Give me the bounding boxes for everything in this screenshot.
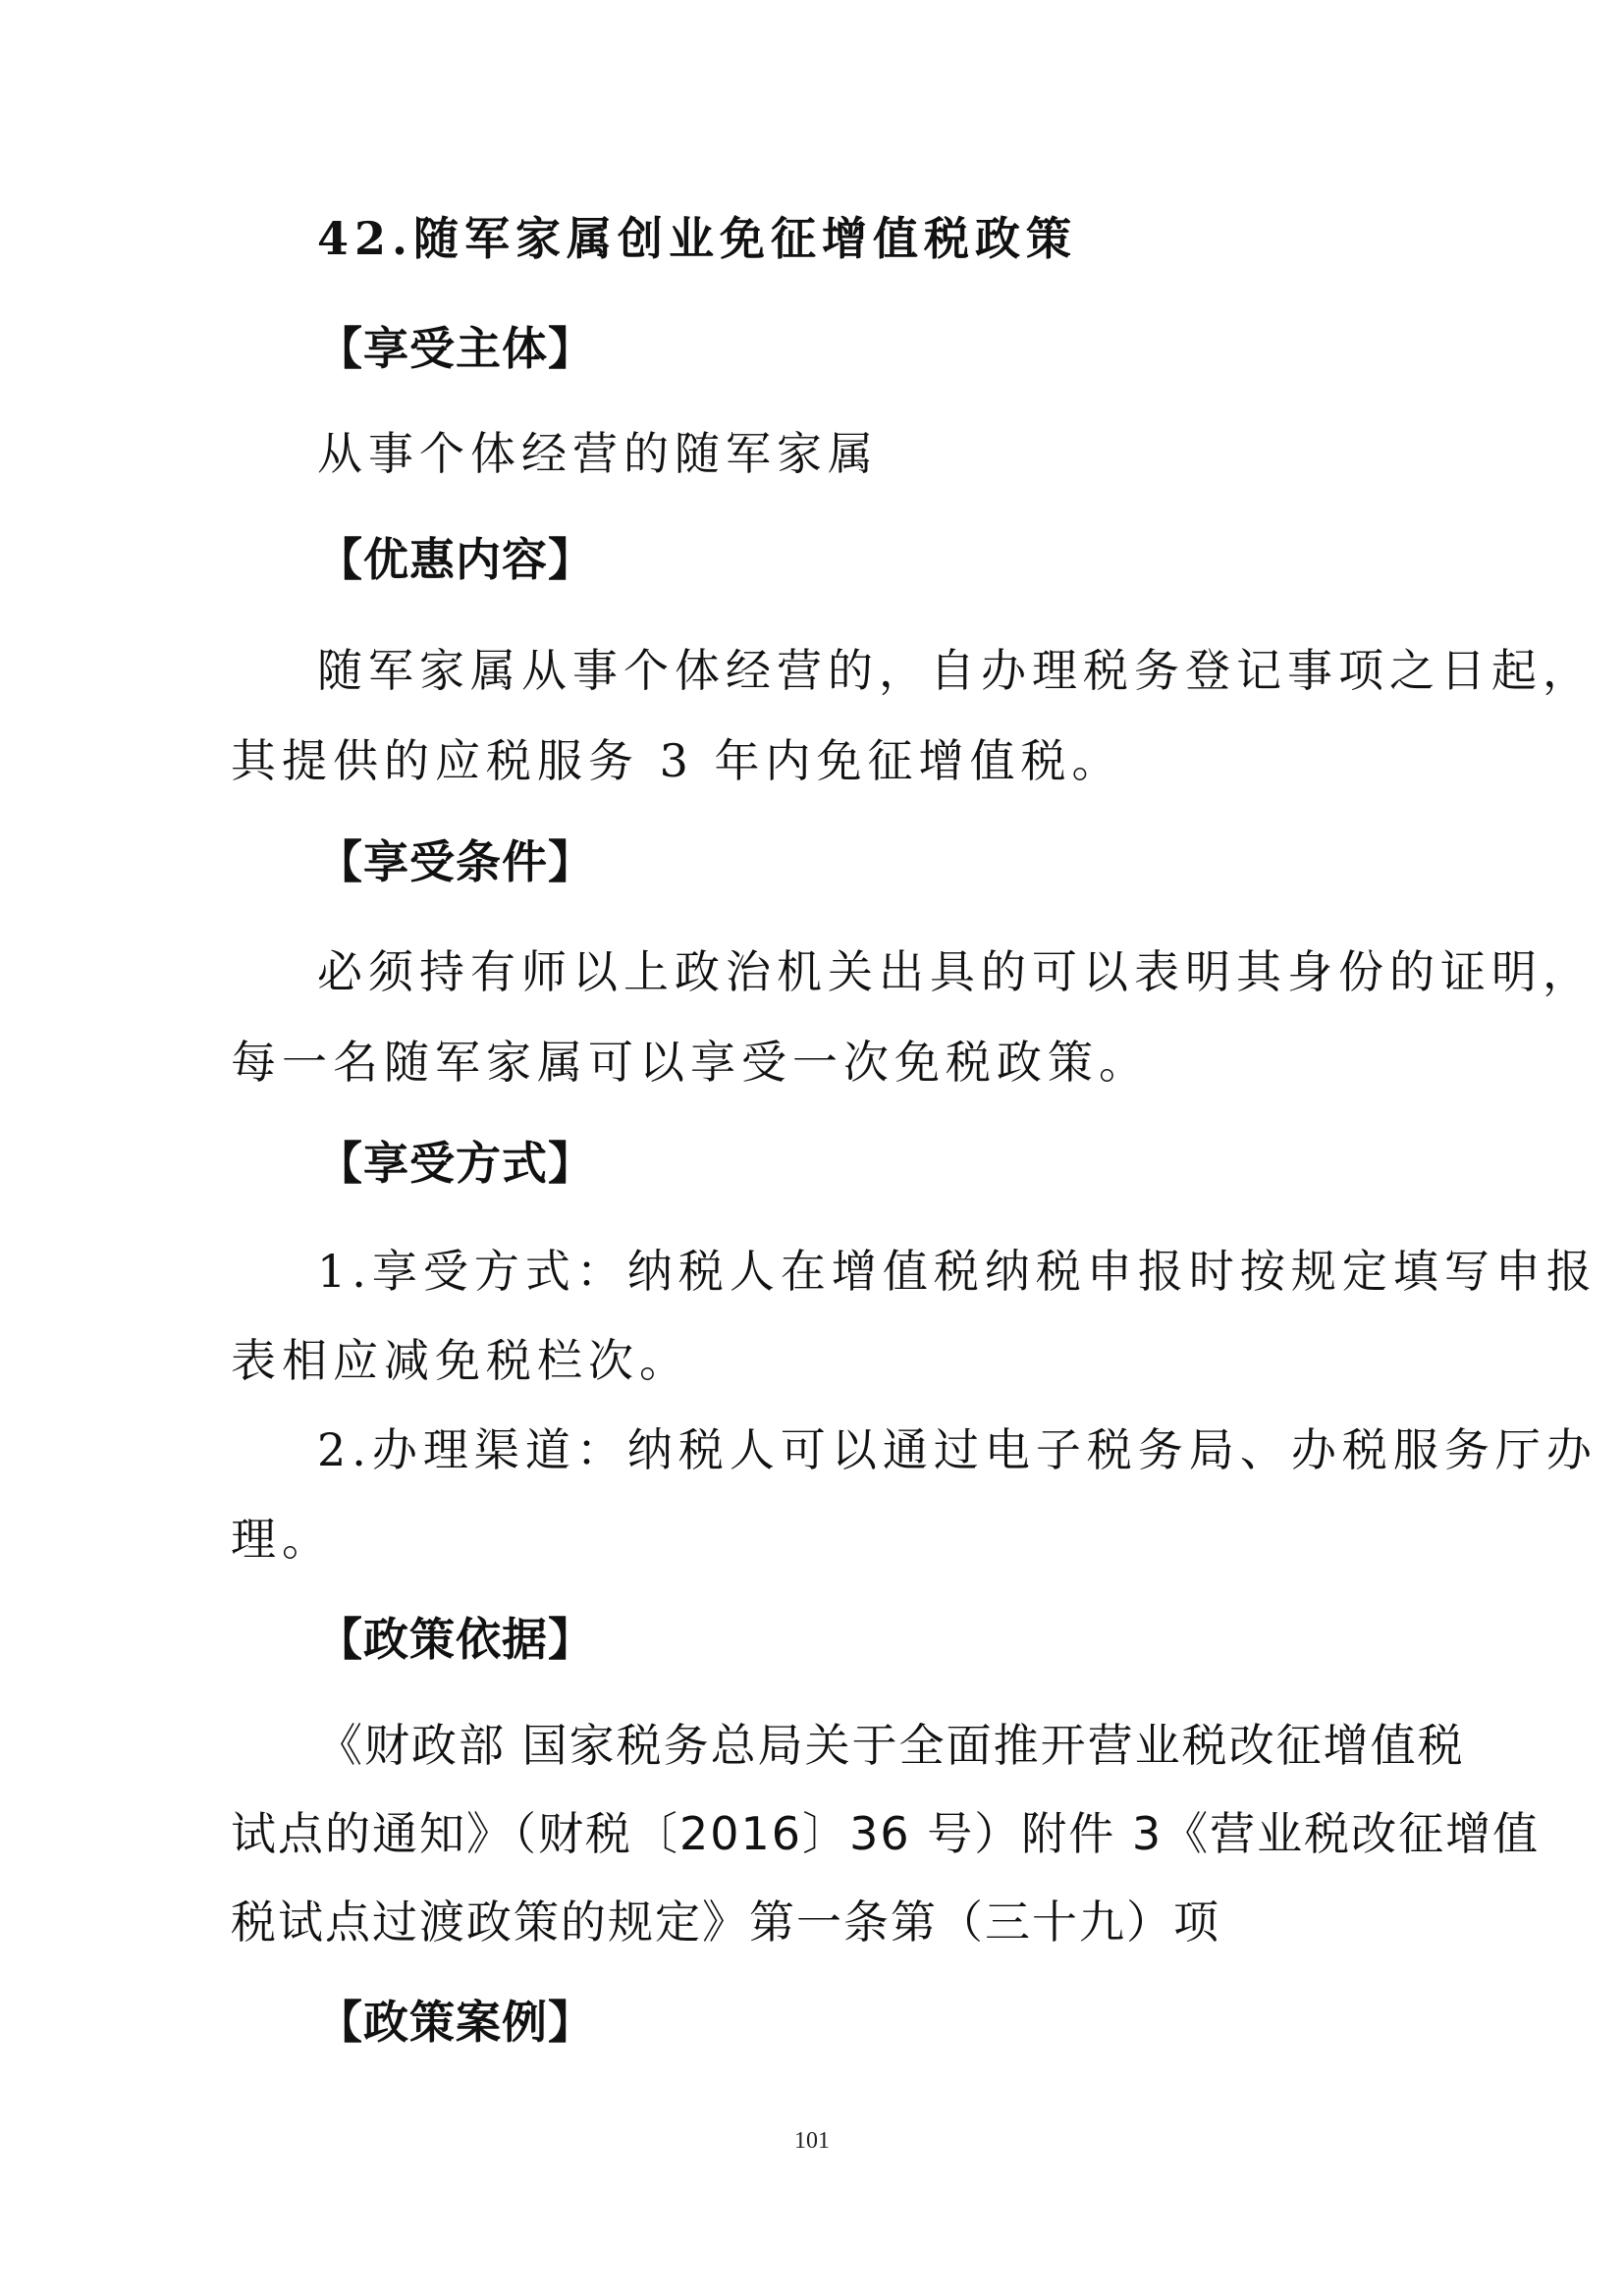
section-heading-cases: 【政策案例】: [317, 1996, 594, 2049]
section-heading-basis: 【政策依据】: [317, 1613, 594, 1666]
page-number: 101: [794, 2128, 830, 2154]
content-text-line-1: 随军家属从事个体经营的，自办理税务登记事项之日起，: [317, 644, 1594, 697]
conditions-text-line-1: 必须持有师以上政治机关出具的可以表明其身份的证明，: [317, 945, 1594, 998]
basis-text-line-1: 《财政部 国家税务总局关于全面推开营业税改征增值税: [317, 1719, 1465, 1772]
subject-text: 从事个体经营的随军家属: [317, 427, 879, 480]
section-heading-conditions: 【享受条件】: [317, 835, 594, 888]
section-heading-content: 【优惠内容】: [317, 533, 594, 586]
content-text-line-2: 其提供的应税服务 3 年内免征增值税。: [231, 734, 1123, 787]
policy-title: 42.随军家属创业免征增值税政策: [317, 212, 1078, 265]
method-text-line-4: 理。: [231, 1513, 333, 1566]
method-text-line-3: 2.办理渠道：纳税人可以通过电子税务局、办税服务厅办: [317, 1423, 1597, 1476]
conditions-text-line-2: 每一名随军家属可以享受一次免税政策。: [231, 1036, 1150, 1089]
method-text-line-1: 1.享受方式：纳税人在增值税纳税申报时按规定填写申报: [317, 1245, 1597, 1298]
basis-text-line-3: 税试点过渡政策的规定》第一条第（三十九）项: [231, 1896, 1220, 1949]
section-heading-subject: 【享受主体】: [317, 322, 594, 375]
basis-text-line-2: 试点的通知》（财税〔2016〕36 号）附件 3《营业税改征增值: [231, 1807, 1541, 1860]
method-text-line-2: 表相应减免税栏次。: [231, 1334, 690, 1387]
section-heading-method: 【享受方式】: [317, 1137, 594, 1190]
